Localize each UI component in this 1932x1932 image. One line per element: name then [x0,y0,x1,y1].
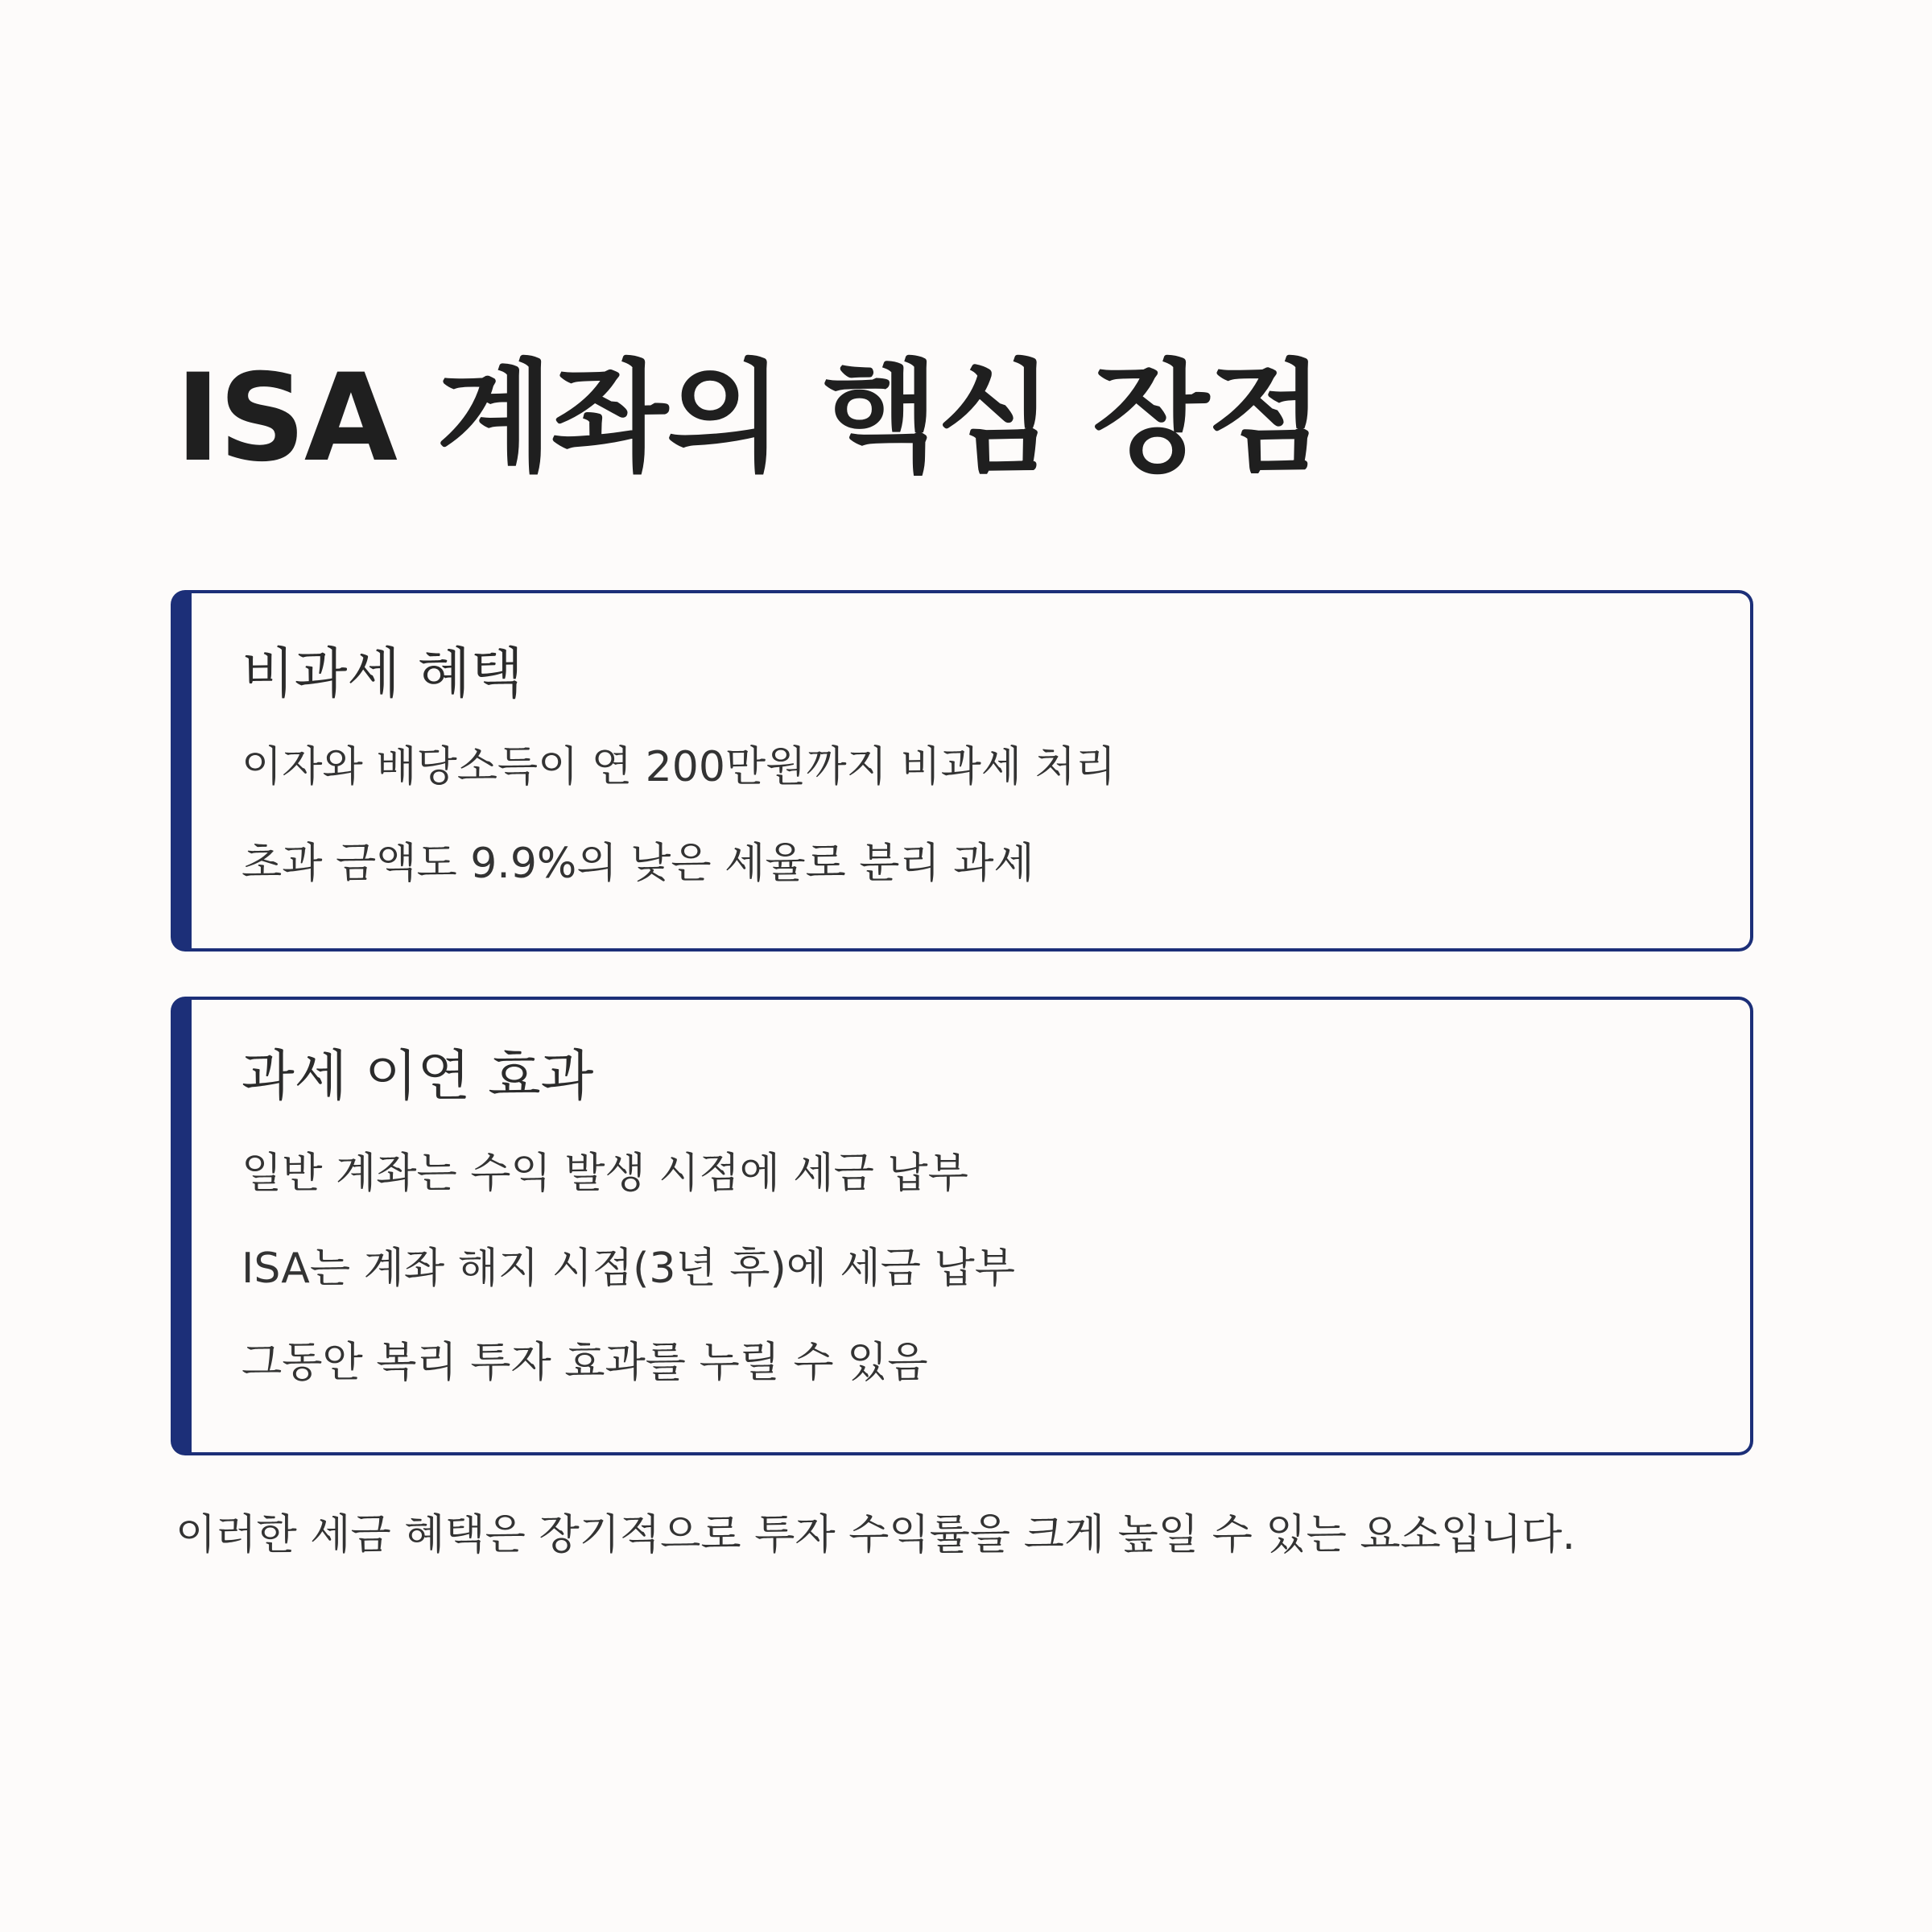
tax-free-benefit-card [171,590,1753,952]
card-bullet-text: 일반 계좌는 수익 발생 시점에 세금 납부 [242,1150,968,1198]
card-bullet-text: 초과 금액도 9.9%의 낮은 세율로 분리 과세 [242,840,1034,888]
card-bullet-text: ISA는 계좌 해지 시점(3년 후)에 세금 납부 [242,1245,1015,1293]
page-title: ISA 계좌의 핵심 장점 [175,349,1323,489]
summary-text: 이러한 세금 혜택은 장기적으로 투자 수익률을 크게 높일 수 있는 요소입니다. [175,1511,1576,1559]
card-bullet-text: 그동안 복리 투자 효과를 누릴 수 있음 [242,1339,928,1387]
card-heading: 과세 이연 효과 [242,1045,594,1108]
tax-deferral-effect-card [171,997,1753,1455]
card-heading: 비과세 혜택 [242,642,524,706]
card-bullet-text: 이자와 배당소득이 연 200만원까지 비과세 처리 [242,743,1117,791]
